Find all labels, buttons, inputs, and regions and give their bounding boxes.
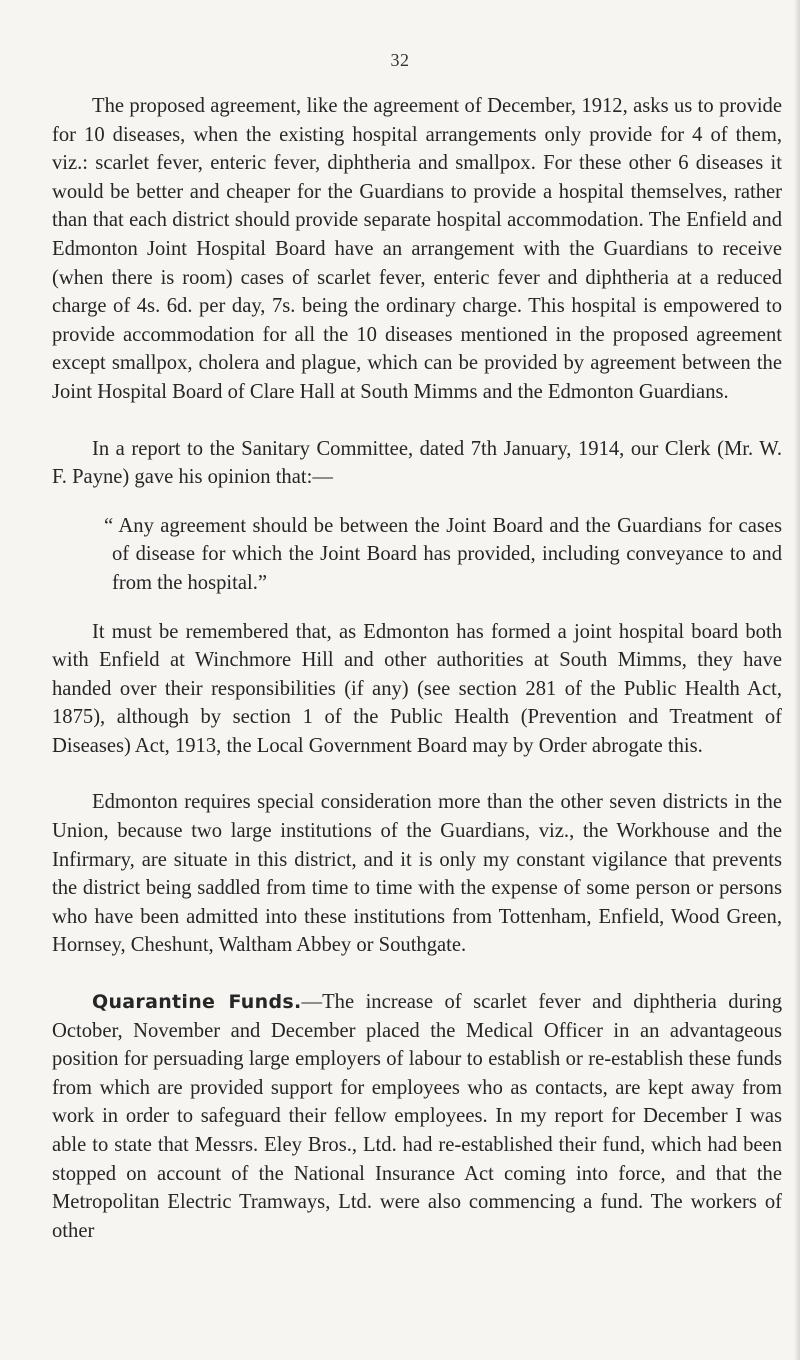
body-text (52, 92, 782, 1245)
quotation-text: “ Any agreement should be between the Joint Board and the Guardians for cases of disease for which the Joint Board has provided, including conveyance to and from the hospital.” (104, 514, 782, 594)
paragraph-sanitary-committee-report: In a report to the Sanitary Committee, dated 7th January, 1914, our Clerk (Mr. W. F. Payne) gave his opinion that:— (52, 437, 782, 489)
section-heading-quarantine-funds: Quarantine Funds. (92, 991, 302, 1014)
quarantine-funds-body: —The increase of scarlet fever and diphtheria during October, November and December placed the Medical Officer in an advantageous position for persuading large employers of labour to establish or re-establish these funds from which are provided support for employees who as contacts, are kept away from work in order to safeguard their fellow employees. In my report for December I was able to state that Messrs. Eley Bros., Ltd. had re-established their fund, which had been stopped on account of the National Insurance Act coming into force, and that the Metropolitan Electric Tramways, Ltd. were also commencing a fund. The workers of other (52, 991, 783, 1242)
paragraph-quarantine-funds (52, 988, 782, 1245)
paragraph-edmonton-consideration: Edmonton requires special consideration more than the other seven districts in the Union, because two large institutions of the Guardians, viz., the Workhouse and the Infirmary, are situate in this district, and it is only my constant vigilance that prevents the district being saddled from time to time with the expense of some person or persons who have been admitted into these institutions from Tottenham, Enfield, Wood Green, Hornsey, Cheshunt, Waltham Abbey or Southgate. (52, 791, 782, 957)
page-edge-shadow (794, 0, 800, 1360)
quotation-clerk-opinion (98, 512, 782, 598)
paragraph-hospital-agreement: The proposed agreement, like the agreement of December, 1912, asks us to provide for 10 diseases, when the existing hospital arrangements only provide for 4 of them, viz.: scarlet fever, enteric fever, diphtheria and smallpox. For these other 6 diseases it would be better and cheaper for the Guardians to provide a hospital themselves, rather than that each district should provide separate hospital accommodation. The Enfield and Edmonton Joint Hospital Board have an arrangement with the Guardians to receive (when there is room) cases of scarlet fever, enteric fever and diphtheria at a reduced charge of 4s. 6d. per day, 7s. being the ordinary charge. This hospital is empowered to provide accommodation for all the 10 diseases mentioned in the proposed agreement except smallpox, cholera and plague, which can be provided by agreement between the Joint Hospital Board of Clare Hall at South Mimms and the Edmonton Guardians. (52, 95, 782, 403)
page-number: 32 (390, 50, 410, 70)
paragraph-joint-hospital-board: It must be remembered that, as Edmonton has formed a joint hospital board both with Enfield at Winchmore Hill and other authorities at South Mimms, they have handed over their responsibilities (if any) (see section 281 of the Public Health Act, 1875), although by section 1 of the Public Health (Prevention and Treatment of Diseases) Act, 1913, the Local Government Board may by Order abrogate this. (52, 620, 782, 757)
